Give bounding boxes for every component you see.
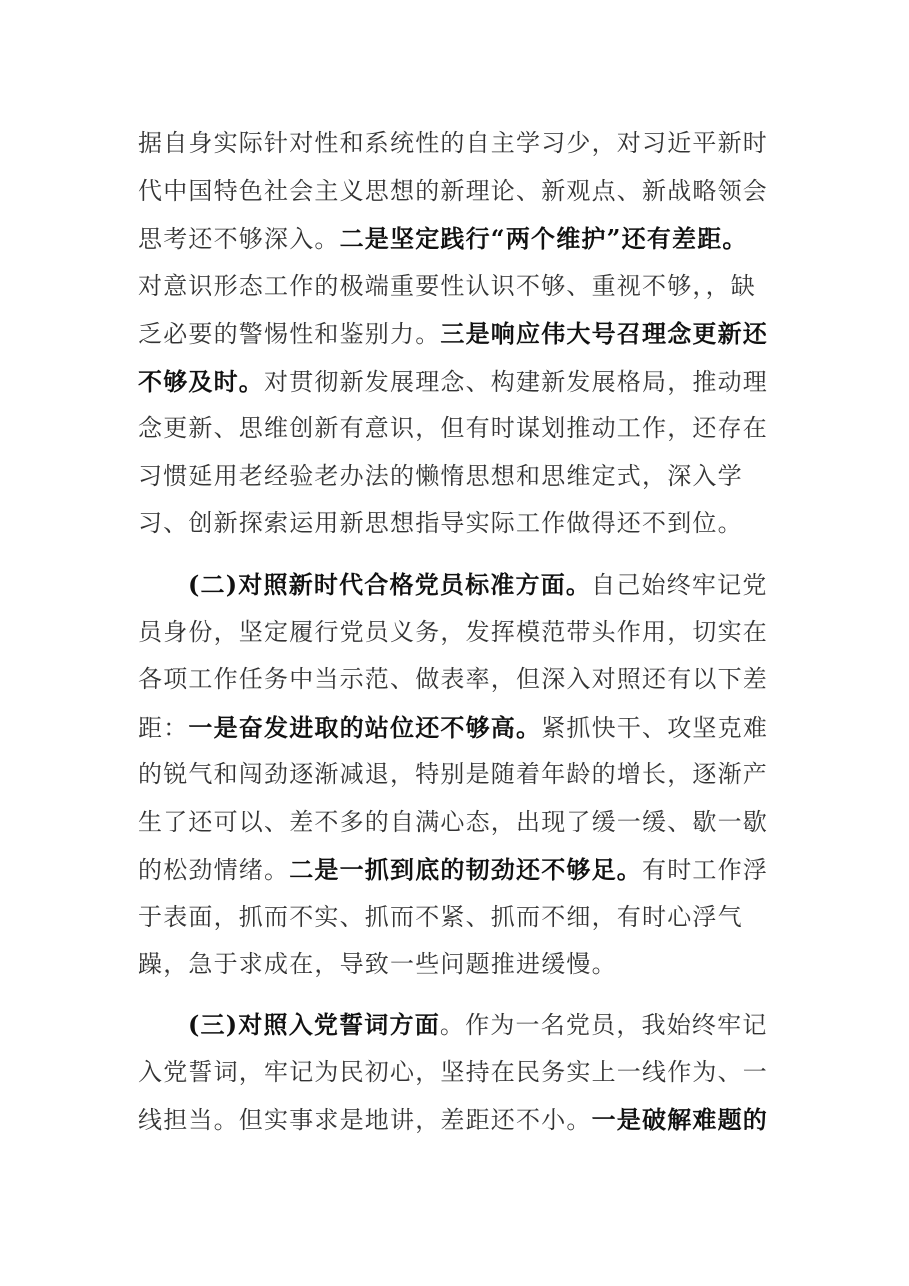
text-line [138, 215, 778, 263]
text-line: 代中国特色社会主义思想的新理论、新观点、新战略领会 [138, 176, 768, 205]
text-line: 入党誓词，牢记为民初心，坚持在民务实上一线作为、一 [138, 1057, 768, 1086]
text-run: 的松劲情绪。 [138, 856, 290, 884]
text-line [138, 846, 778, 894]
text-line: 习惯延用老经验老办法的懒惰思想和思维定式，深入学 [138, 461, 743, 490]
section-heading-two: (二)对照新时代合格党员标准方面。 [188, 570, 592, 599]
text-run: 思考还不够深入。 [138, 225, 340, 253]
section-heading-three: (三)对照入党誓词方面 [188, 1010, 440, 1039]
text-line: 员身份，坚定履行党员义务，发挥模范带头作用，切实在 [138, 617, 768, 646]
text-line: 念更新、思维创新有意识，但有时谋划推动工作，还存在 [138, 414, 768, 442]
bold-point-two: 二是一抓到底的韧劲还不够足。 [289, 855, 643, 884]
text-run: 线担当。但实事求是地讲，差距还不小。 [138, 1106, 592, 1134]
text-line: 生了还可以、差不多的自满心态，出现了缓一缓、歇一歇 [138, 807, 768, 836]
text-run: 紧抓快干、攻坚克难 [541, 713, 769, 742]
text-line: 各项工作任务中当示范、做表率，但深入对照还有以下差 [138, 665, 768, 693]
text-line: 对意识形态工作的极端重要性认识不够、重视不够，，缺 [138, 271, 756, 300]
text-line [138, 358, 778, 406]
bold-point-three: 三是响应伟大号召理念更新还 [440, 319, 769, 348]
text-line [138, 561, 778, 609]
text-run: 有时工作浮 [642, 856, 769, 884]
text-line: 据自身实际针对性和系统性的自主学习少，对习近平新时 [138, 129, 768, 157]
text-line [138, 310, 778, 358]
text-line [138, 1001, 778, 1049]
bold-point-one: 一是破解难题的 [591, 1105, 769, 1134]
text-run: 对贯彻新发展理念、构建新发展格局，推动理 [264, 367, 768, 396]
paragraph-section-two [138, 561, 778, 989]
text-run: 自己始终牢记党 [591, 571, 768, 599]
text-line: 躁，急于求成在，导致一些问题推进缓慢。 [138, 950, 617, 978]
text-run: 。作为一名党员，我始终牢记 [439, 1011, 768, 1039]
bold-point-one: 一是奋发进取的站位还不够高。 [188, 712, 542, 742]
text-line: 习、创新探索运用新思想指导实际工作做得还不到位。 [138, 509, 743, 537]
bold-point-three-end: 不够及时。 [138, 366, 264, 396]
text-run: 乏必要的警惕性和鉴别力。 [138, 320, 441, 348]
bold-point-two: 二是坚定践行“两个维护”还有差距。 [339, 224, 748, 253]
paragraph-continuation [138, 120, 778, 548]
text-line: 的锐气和闯劲逐渐减退，特别是随着年龄的增长，逐渐产 [138, 760, 768, 788]
text-line: 于表面，抓而不实、抓而不紧、抓而不细，有时心浮气 [138, 902, 743, 931]
text-line [138, 704, 778, 752]
text-line [138, 1096, 778, 1144]
paragraph-section-three [138, 1001, 778, 1144]
text-run: 距： [138, 713, 189, 742]
